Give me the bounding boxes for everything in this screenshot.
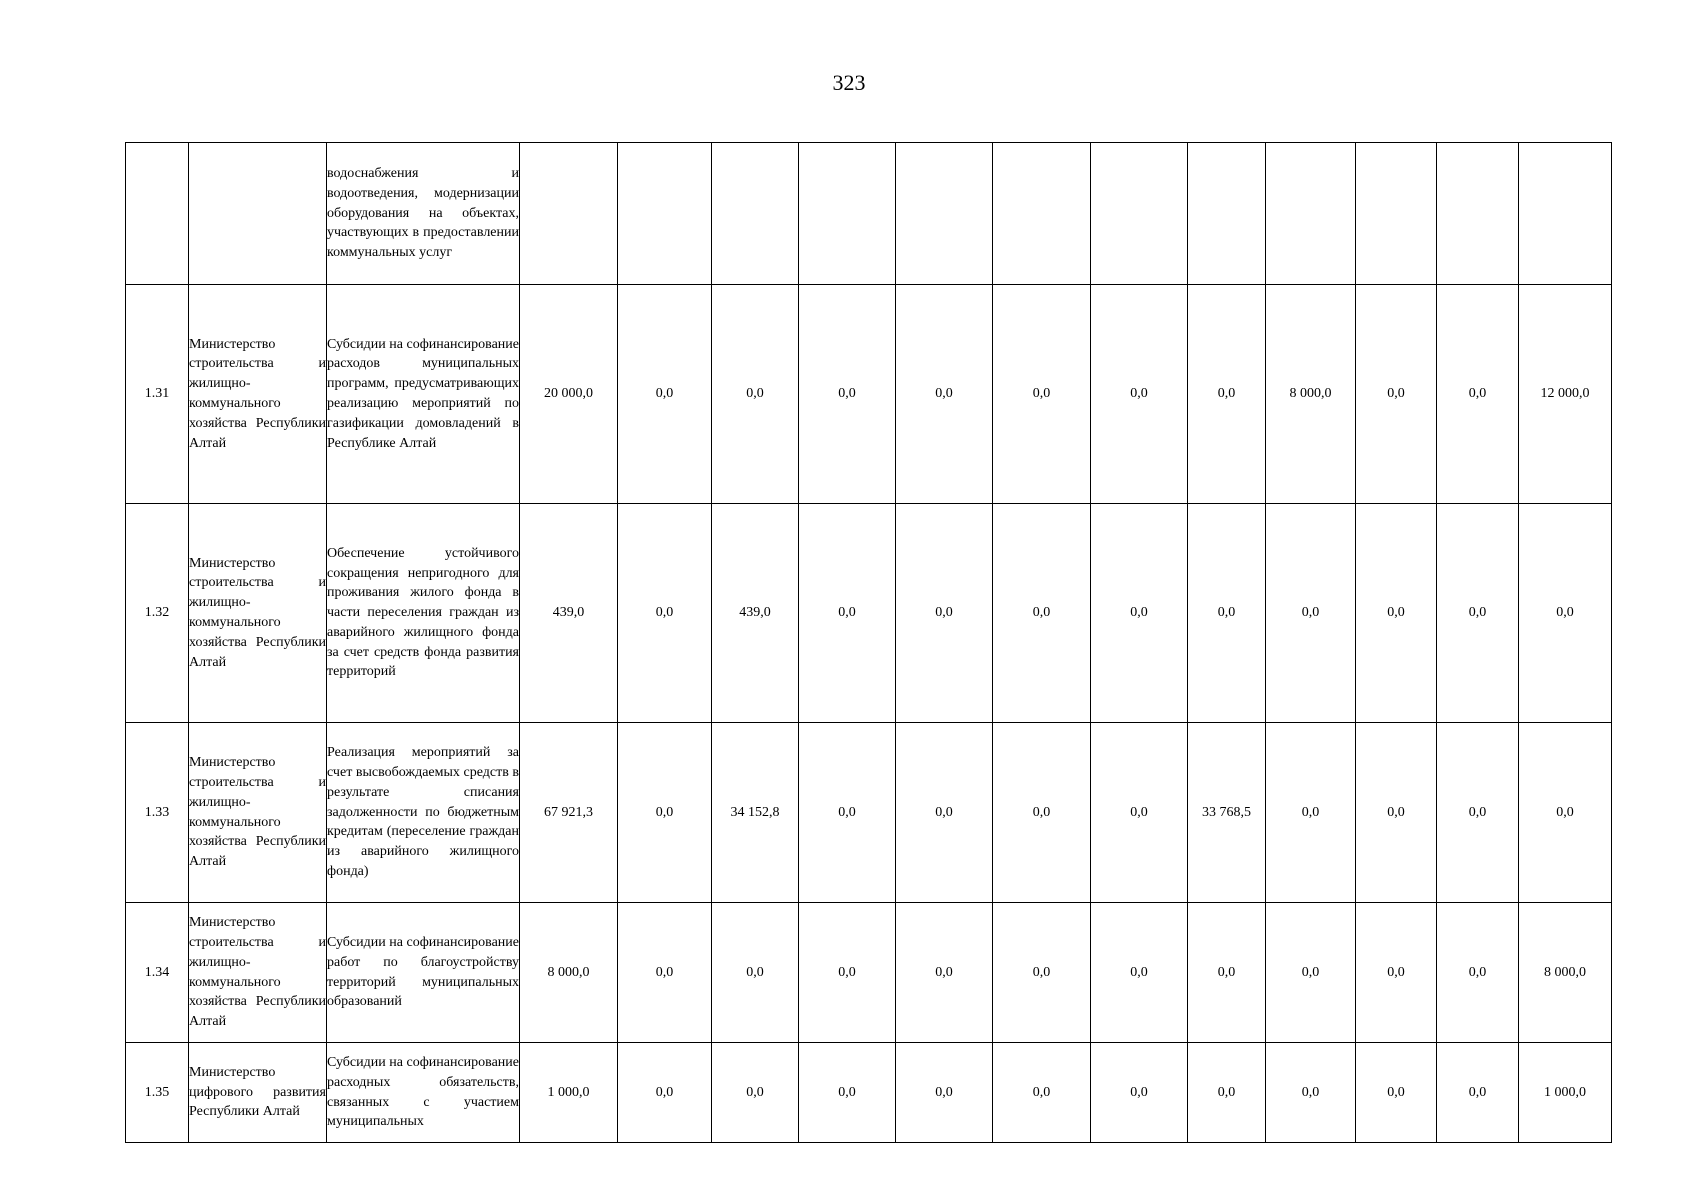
value-cell: 0,0 [1437,903,1519,1043]
value-cell: 0,0 [712,285,799,504]
value-cell: 0,0 [1188,1043,1266,1143]
value-cell: 0,0 [1519,723,1612,903]
value-cell: 0,0 [896,723,993,903]
executor-cell: Министерство строительства и жилищно-коммунального хозяйства Республики Алтай [189,723,327,903]
value-cell: 0,0 [1437,504,1519,723]
value-cell: 12 000,0 [1519,285,1612,504]
value-cell [993,143,1091,285]
value-cell: 1 000,0 [1519,1043,1612,1143]
value-cell: 0,0 [993,285,1091,504]
value-cell [712,143,799,285]
row-number: 1.34 [126,903,189,1043]
value-cell: 0,0 [712,1043,799,1143]
value-cell: 0,0 [896,285,993,504]
executor-cell: Министерство строительства и жилищно-коммунального хозяйства Республики Алтай [189,285,327,504]
value-cell [896,143,993,285]
row-number: 1.31 [126,285,189,504]
value-cell: 0,0 [799,723,896,903]
value-cell: 0,0 [1091,903,1188,1043]
value-cell [1188,143,1266,285]
value-cell: 0,0 [618,1043,712,1143]
value-cell: 0,0 [1188,504,1266,723]
value-cell: 0,0 [1437,285,1519,504]
value-cell [520,143,618,285]
value-cell: 0,0 [1091,1043,1188,1143]
value-cell: 0,0 [618,504,712,723]
value-cell: 0,0 [1356,504,1437,723]
value-cell [1356,143,1437,285]
value-cell: 0,0 [1266,903,1356,1043]
description-cell: Субсидии на софинансирование работ по благоустройству территорий муниципальных образований [327,903,520,1043]
value-cell: 0,0 [618,723,712,903]
value-cell: 0,0 [896,903,993,1043]
value-cell: 0,0 [1356,285,1437,504]
table-row [126,903,1612,1043]
value-cell: 0,0 [896,1043,993,1143]
value-cell: 0,0 [1188,903,1266,1043]
value-cell: 0,0 [1091,723,1188,903]
value-cell [1437,143,1519,285]
executor-cell: Министерство строительства и жилищно-коммунального хозяйства Республики Алтай [189,504,327,723]
value-cell: 0,0 [1356,1043,1437,1143]
value-cell: 0,0 [1437,723,1519,903]
value-cell: 0,0 [618,903,712,1043]
table-row [126,1043,1612,1143]
table-row [126,723,1612,903]
executor-cell: Министерство цифрового развития Республики Алтай [189,1043,327,1143]
value-cell: 1 000,0 [520,1043,618,1143]
value-cell [1091,143,1188,285]
executor-cell: Министерство строительства и жилищно-коммунального хозяйства Республики Алтай [189,903,327,1043]
value-cell: 0,0 [799,504,896,723]
page-number: 323 [832,70,866,95]
value-cell: 0,0 [993,903,1091,1043]
value-cell: 67 921,3 [520,723,618,903]
description-cell: Субсидии на софинансирование расходов муниципальных программ, предусматривающих реализацию мероприятий по газификации домовладений в Республике Алтай [327,285,520,504]
value-cell [618,143,712,285]
value-cell: 34 152,8 [712,723,799,903]
description-cell: Субсидии на софинансирование расходных обязательств, связанных с участием муниципальных [327,1043,520,1143]
value-cell: 0,0 [799,285,896,504]
value-cell: 0,0 [1519,504,1612,723]
description-cell: Реализация мероприятий за счет высвобождаемых средств в результате списания задолженности по бюджетным кредитам (переселение граждан из аварийного жилищного фонда) [327,723,520,903]
value-cell: 0,0 [896,504,993,723]
value-cell: 0,0 [993,723,1091,903]
value-cell: 0,0 [618,285,712,504]
table-row [126,285,1612,504]
value-cell: 0,0 [1266,504,1356,723]
executor-cell [189,143,327,285]
value-cell: 0,0 [993,1043,1091,1143]
value-cell: 0,0 [1356,903,1437,1043]
row-number: 1.32 [126,504,189,723]
value-cell: 0,0 [1091,285,1188,504]
value-cell: 0,0 [1266,723,1356,903]
description-cell: водоснабжения и водоотведения, модернизации оборудования на объектах, участвующих в предоставлении коммунальных услуг [327,143,520,285]
value-cell: 0,0 [712,903,799,1043]
value-cell [799,143,896,285]
value-cell [1519,143,1612,285]
value-cell: 20 000,0 [520,285,618,504]
value-cell: 0,0 [1437,1043,1519,1143]
value-cell: 439,0 [520,504,618,723]
value-cell: 8 000,0 [1266,285,1356,504]
table-body [126,143,1612,1143]
value-cell: 0,0 [799,1043,896,1143]
value-cell [1266,143,1356,285]
value-cell: 0,0 [799,903,896,1043]
value-cell: 8 000,0 [520,903,618,1043]
table-row [126,143,1612,285]
row-number: 1.33 [126,723,189,903]
value-cell: 0,0 [1266,1043,1356,1143]
value-cell: 8 000,0 [1519,903,1612,1043]
row-number: 1.35 [126,1043,189,1143]
value-cell: 33 768,5 [1188,723,1266,903]
value-cell: 0,0 [993,504,1091,723]
value-cell: 0,0 [1091,504,1188,723]
value-cell: 0,0 [1188,285,1266,504]
value-cell: 0,0 [1356,723,1437,903]
value-cell: 439,0 [712,504,799,723]
table-row [126,504,1612,723]
row-number [126,143,189,285]
description-cell: Обеспечение устойчивого сокращения непригодного для проживания жилого фонда в части переселения граждан из аварийного жилищного фонда за счет средств фонда развития территорий [327,504,520,723]
budget-table [125,142,1612,1143]
